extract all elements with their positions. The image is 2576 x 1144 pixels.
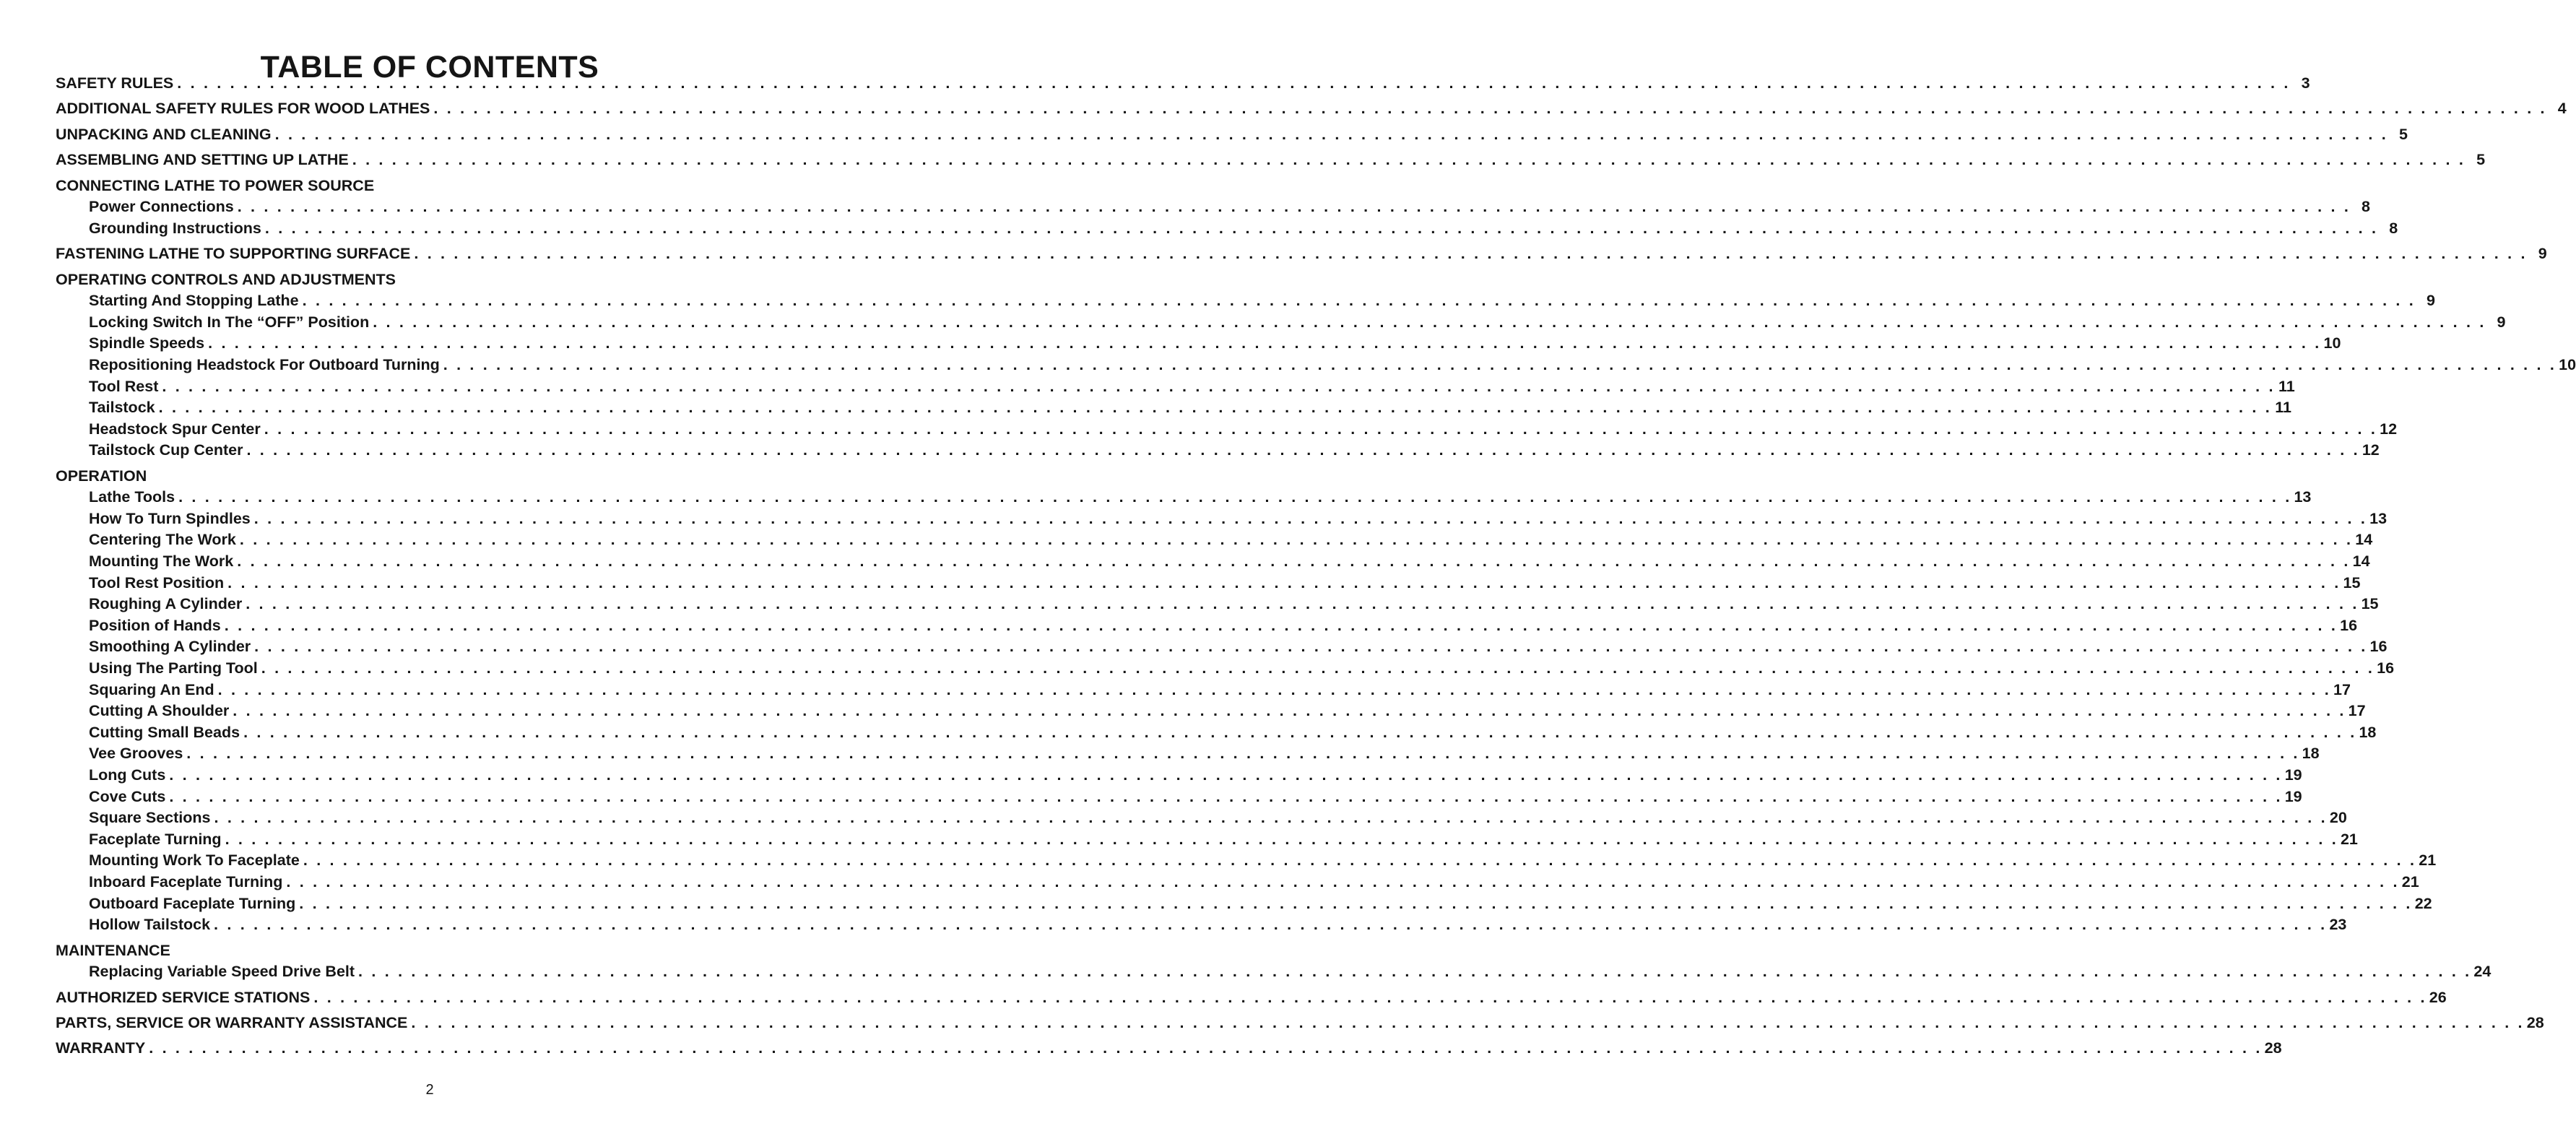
toc-entry-title: CONNECTING LATHE TO POWER SOURCE [56,176,375,194]
toc-page-number: 3 [2301,74,2310,92]
dot-leader: . . . . . . . . . . . . . . . . . . . . . . . . . . . . . . . . . . . . . . . . . . . . . . . . . . . . . . . . . . . . . . . . . . . . . . . . . . . . . . . . . . . . . . . . . . . . . . . . . . . . . . . . . . . . . . . . . . . . . . . . . . . . . . . . . . . . . . . . . . . . . . . . . . . . . . . . . . . . . . . . [253,509,2368,527]
toc-entry-title: Roughing A Cylinder [89,595,243,613]
dot-leader: . . . . . . . . . . . . . . . . . . . . . . . . . . . . . . . . . . . . . . . . . . . . . . . . . . . . . . . . . . . . . . . . . . . . . . . . . . . . . . . . . . . . . . . . . . . . . . . . . . . . . . . . . . . . . . . . . . . . . . . . . . . . . . . . . . . . . . . . . . . . . . . . . . . . . . . . . . . . . . . . [286,872,2400,890]
toc-entry-title: Headstock Spur Center [89,420,261,438]
toc-subsection[interactable] [56,594,2379,615]
dot-leader: . . . . . . . . . . . . . . . . . . . . . . . . . . . . . . . . . . . . . . . . . . . . . . . . . . . . . . . . . . . . . . . . . . . . . . . . . . . . . . . . . . . . . . . . . . . . . . . . . . . . . . . . . . . . . . . . . . . . . . . . . . . . . . . . . . . . . . . . . . . . . . . . . . . . . . . . . . . . . . . . [313,988,2427,1006]
dot-leader: . . . . . . . . . . . . . . . . . . . . . . . . . . . . . . . . . . . . . . . . . . . . . . . . . . . . . . . . . . . . . . . . . . . . . . . . . . . . . . . . . . . . . . . . . . . . . . . . . . . . . . . . . . . . . . . . . . . . . . . . . . . . . . . . . . . . . . . . . . . . . . . . . . . . . . . . . . . . . . . . [264,420,2378,438]
toc-entry-title: Hollow Tailstock [89,916,211,934]
toc-page-number: 18 [2359,723,2377,741]
toc-subsection[interactable] [56,701,2366,722]
toc-entry-title: Lathe Tools [89,488,175,506]
toc-entry-title: OPERATION [56,467,147,485]
dot-leader: . . . . . . . . . . . . . . . . . . . . . . . . . . . . . . . . . . . . . . . . . . . . . . . . . . . . . . . . . . . . . . . . . . . . . . . . . . . . . . . . . . . . . . . . . . . . . . . . . . . . . . . . . . . . . . . . . . . . . . . . . . . . . . . . . . . . . . . . . . . . . . . . . . . . . . . . . . . . . . . . [433,100,2547,118]
toc-subsection[interactable] [56,786,2302,808]
dot-leader: . . . . . . . . . . . . . . . . . . . . . . . . . . . . . . . . . . . . . . . . . . . . . . . . . . . . . . . . . . . . . . . . . . . . . . . . . . . . . . . . . . . . . . . . . . . . . . . . . . . . . . . . . . . . . . . . . . . . . . . . . . . . . . . . . . . . . . . . . . . . . . . . . . . . . . . . . . . . . . . . [169,766,2283,784]
toc-subsection[interactable] [56,551,2370,573]
toc-page-number: 15 [2343,573,2361,592]
toc-subsection[interactable] [56,440,2380,462]
toc-page-number: 14 [2352,552,2370,571]
dot-leader: . . . . . . . . . . . . . . . . . . . . . . . . . . . . . . . . . . . . . . . . . . . . . . . . . . . . . . . . . . . . . . . . . . . . . . . . . . . . . . . . . . . . . . . . . . . . . . . . . . . . . . . . . . . . . . . . . . . . . . . . . . . . . . . . . . . . . . . . . . . . . . . . . . . . . . . . . . . . . . . . [158,399,2272,417]
dot-leader: . . . . . . . . . . . . . . . . . . . . . . . . . . . . . . . . . . . . . . . . . . . . . . . . . . . . . . . . . . . . . . . . . . . . . . . . . . . . . . . . . . . . . . . . . . . . . . . . . . . . . . . . . . . . . . . . . . . . . . . . . . . . . . . . . . . . . . . . . . . . . . . . . . . . . . . . . . . . . . . . [243,723,2357,741]
toc-section[interactable] [56,466,805,488]
toc-subsection[interactable] [56,508,2388,530]
dot-leader: . . . . . . . . . . . . . . . . . . . . . . . . . . . . . . . . . . . . . . . . . . . . . . . . . . . . . . . . . . . . . . . . . . . . . . . . . . . . . . . . . . . . . . . . . . . . . . . . . . . . . . . . . . . . . . . . . . . . . . . . . . . . . . . . . . . . . . . . . . . . . . . . . . . . . . . . . . . . . . . . [214,916,2328,934]
toc-entry-title: Tool Rest [89,377,159,395]
toc-page-number: 28 [2526,1013,2544,1031]
toc-page-number: 9 [2497,313,2506,331]
dot-leader: . . . . . . . . . . . . . . . . . . . . . . . . . . . . . . . . . . . . . . . . . . . . . . . . . . . . . . . . . . . . . . . . . . . . . . . . . . . . . . . . . . . . . . . . . . . . . . . . . . . . . . . . . . . . . . . . . . . . . . . . . . . . . . . . . . . . . . . . . . . . . . . . . . . . . . . . . . . . . . . . [162,377,2276,395]
toc-section[interactable] [56,940,805,962]
toc-page-number: 9 [2426,292,2435,310]
toc-entry-title: UNPACKING AND CLEANING [56,125,272,143]
toc-subsection[interactable] [56,658,2395,680]
dot-leader: . . . . . . . . . . . . . . . . . . . . . . . . . . . . . . . . . . . . . . . . . . . . . . . . . . . . . . . . . . . . . . . . . . . . . . . . . . . . . . . . . . . . . . . . . . . . . . . . . . . . . . . . . . . . . . . . . . . . . . . . . . . . . . . . . . . . . . . . . . . . . . . . . . . . . . . . . . . . . . . . [264,219,2379,237]
dot-leader: . . . . . . . . . . . . . . . . . . . . . . . . . . . . . . . . . . . . . . . . . . . . . . . . . . . . . . . . . . . . . . . . . . . . . . . . . . . . . . . . . . . . . . . . . . . . . . . . . . . . . . . . . . . . . . . . . . . . . . . . . . . . . . . . . . . . . . . . . . . . . . . . . . . . . . . . . . . . . . . . [169,787,2283,805]
toc-page-number: 28 [2264,1039,2282,1057]
toc-page-number: 20 [2329,809,2347,827]
toc-page-number: 23 [2329,916,2347,934]
toc-entry-title: Replacing Variable Speed Drive Belt [89,963,355,981]
toc-page-number: 9 [2538,245,2547,263]
toc-entry-title: Centering The Work [89,531,236,549]
toc-page-number: 26 [2429,988,2447,1006]
toc-section[interactable] [56,269,805,291]
dot-leader: . . . . . . . . . . . . . . . . . . . . . . . . . . . . . . . . . . . . . . . . . . . . . . . . . . . . . . . . . . . . . . . . . . . . . . . . . . . . . . . . . . . . . . . . . . . . . . . . . . . . . . . . . . . . . . . . . . . . . . . . . . . . . . . . . . . . . . . . . . . . . . . . . . . . . . . . . . . . . . . . [373,313,2486,331]
toc-page-number: 17 [2333,680,2351,698]
toc-subsection[interactable] [56,376,2295,398]
toc-entry-title: Cove Cuts [89,787,166,805]
dot-leader: . . . . . . . . . . . . . . . . . . . . . . . . . . . . . . . . . . . . . . . . . . . . . . . . . . . . . . . . . . . . . . . . . . . . . . . . . . . . . . . . . . . . . . . . . . . . . . . . . . . . . . . . . . . . . . . . . . . . . . . . . . . . . . . . . . . . . . . . . . . . . . . . . . . . . . . . . . . . . . . . [299,894,2413,912]
toc-page-number: 22 [2414,894,2432,912]
toc-subsection[interactable] [56,765,2302,786]
dot-leader: . . . . . . . . . . . . . . . . . . . . . . . . . . . . . . . . . . . . . . . . . . . . . . . . . . . . . . . . . . . . . . . . . . . . . . . . . . . . . . . . . . . . . . . . . . . . . . . . . . . . . . . . . . . . . . . . . . . . . . . . . . . . . . . . . . . . . . . . . . . . . . . . . . . . . . . . . . . . . . . . [246,595,2359,613]
dot-leader: . . . . . . . . . . . . . . . . . . . . . . . . . . . . . . . . . . . . . . . . . . . . . . . . . . . . . . . . . . . . . . . . . . . . . . . . . . . . . . . . . . . . . . . . . . . . . . . . . . . . . . . . . . . . . . . . . . . . . . . . . . . . . . . . . . . . . . . . . . . . . . . . . . . . . . . . . . . . . . . . [227,573,2341,592]
toc-entry-title: Position of Hands [89,616,221,634]
dot-leader: . . . . . . . . . . . . . . . . . . . . . . . . . . . . . . . . . . . . . . . . . . . . . . . . . . . . . . . . . . . . . . . . . . . . . . . . . . . . . . . . . . . . . . . . . . . . . . . . . . . . . . . . . . . . . . . . . . . . . . . . . . . . . . . . . . . . . . . . . . . . . . . . . . . . . . . . . . . . . . . . [358,963,2472,981]
toc-section[interactable] [56,1013,2544,1034]
toc-entry-title: Smoothing A Cylinder [89,638,251,656]
toc-page-number: 12 [2362,441,2380,459]
toc-page-number: 5 [2476,151,2486,169]
toc-subsection[interactable] [56,290,2435,312]
dot-leader: . . . . . . . . . . . . . . . . . . . . . . . . . . . . . . . . . . . . . . . . . . . . . . . . . . . . . . . . . . . . . . . . . . . . . . . . . . . . . . . . . . . . . . . . . . . . . . . . . . . . . . . . . . . . . . . . . . . . . . . . . . . . . . . . . . . . . . . . . . . . . . . . . . . . . . . . . . . . . . . . [414,245,2528,263]
toc-subsection[interactable] [56,872,2419,893]
toc-subsection[interactable] [56,893,2432,915]
toc-entry-title: Using The Parting Tool [89,659,258,677]
toc-entry-title: Mounting Work To Faceplate [89,852,300,870]
dot-leader: . . . . . . . . . . . . . . . . . . . . . . . . . . . . . . . . . . . . . . . . . . . . . . . . . . . . . . . . . . . . . . . . . . . . . . . . . . . . . . . . . . . . . . . . . . . . . . . . . . . . . . . . . . . . . . . . . . . . . . . . . . . . . . . . . . . . . . . . . . . . . . . . . . . . . . . . . . . . . . . . [303,852,2417,870]
toc-section[interactable] [56,987,2447,1009]
toc-entry-title: Tailstock Cup Center [89,441,243,459]
dot-leader: . . . . . . . . . . . . . . . . . . . . . . . . . . . . . . . . . . . . . . . . . . . . . . . . . . . . . . . . . . . . . . . . . . . . . . . . . . . . . . . . . . . . . . . . . . . . . . . . . . . . . . . . . . . . . . . . . . . . . . . . . . . . . . . . . . . . . . . . . . . . . . . . . . . . . . . . . . . . . . . . [411,1013,2525,1031]
toc-entry-title: Long Cuts [89,766,166,784]
toc-entry-title: PARTS, SERVICE OR WARRANTY ASSISTANCE [56,1013,408,1031]
dot-leader: . . . . . . . . . . . . . . . . . . . . . . . . . . . . . . . . . . . . . . . . . . . . . . . . . . . . . . . . . . . . . . . . . . . . . . . . . . . . . . . . . . . . . . . . . . . . . . . . . . . . . . . . . . . . . . . . . . . . . . . . . . . . . . . . . . . . . . . . . . . . . . . . . . . . . . . . . . . . . . . . [352,151,2466,169]
toc-entry-title: Vee Grooves [89,745,183,763]
toc-entry-title: Cutting Small Beads [89,723,240,741]
toc-entry-title: Power Connections [89,198,234,216]
toc-subsection[interactable] [56,680,2351,701]
dot-leader: . . . . . . . . . . . . . . . . . . . . . . . . . . . . . . . . . . . . . . . . . . . . . . . . . . . . . . . . . . . . . . . . . . . . . . . . . . . . . . . . . . . . . . . . . . . . . . . . . . . . . . . . . . . . . . . . . . . . . . . . . . . . . . . . . . . . . . . . . . . . . . . . . . . . . . . . . . . . . . . . [233,702,2346,720]
toc-subsection[interactable] [56,397,2291,419]
toc-page-number: 4 [2557,100,2567,118]
toc-entry-title: Mounting The Work [89,552,234,571]
toc-subsection[interactable] [56,615,2358,637]
toc-page-number: 17 [2348,702,2366,720]
table-of-contents [56,73,2576,1060]
toc-entry-title: ADDITIONAL SAFETY RULES FOR WOOD LATHES [56,100,430,118]
toc-subsection[interactable] [56,573,2361,594]
toc-section[interactable] [56,73,2310,95]
dot-leader: . . . . . . . . . . . . . . . . . . . . . . . . . . . . . . . . . . . . . . . . . . . . . . . . . . . . . . . . . . . . . . . . . . . . . . . . . . . . . . . . . . . . . . . . . . . . . . . . . . . . . . . . . . . . . . . . . . . . . . . . . . . . . . . . . . . . . . . . . . . . . . . . . . . . . . . . . . . . . . . . [208,334,2322,352]
toc-page-number: 16 [2377,659,2395,677]
dot-leader: . . . . . . . . . . . . . . . . . . . . . . . . . . . . . . . . . . . . . . . . . . . . . . . . . . . . . . . . . . . . . . . . . . . . . . . . . . . . . . . . . . . . . . . . . . . . . . . . . . . . . . . . . . . . . . . . . . . . . . . . . . . . . . . . . . . . . . . . . . . . . . . . . . . . . . . . . . . . . . . . [224,616,2338,634]
toc-subsection[interactable] [56,850,2437,872]
toc-page-number: 8 [2362,198,2371,216]
toc-subsection[interactable] [56,722,2377,744]
toc-entry-title: ASSEMBLING AND SETTING UP LATHE [56,151,349,169]
toc-entry-title: OPERATING CONTROLS AND ADJUSTMENTS [56,270,396,288]
toc-subsection[interactable] [56,487,2312,508]
toc-page-number: 12 [2380,420,2398,438]
dot-leader: . . . . . . . . . . . . . . . . . . . . . . . . . . . . . . . . . . . . . . . . . . . . . . . . . . . . . . . . . . . . . . . . . . . . . . . . . . . . . . . . . . . . . . . . . . . . . . . . . . . . . . . . . . . . . . . . . . . . . . . . . . . . . . . . . . . . . . . . . . . . . . . . . . . . . . . . . . . . . . . . [178,488,2292,506]
toc-entry-title: WARRANTY [56,1039,146,1057]
toc-entry-title: Inboard Faceplate Turning [89,872,283,890]
toc-page-number: 21 [2340,830,2358,848]
dot-leader: . . . . . . . . . . . . . . . . . . . . . . . . . . . . . . . . . . . . . . . . . . . . . . . . . . . . . . . . . . . . . . . . . . . . . . . . . . . . . . . . . . . . . . . . . . . . . . . . . . . . . . . . . . . . . . . . . . . . . . . . . . . . . . . . . . . . . . . . . . . . . . . . . . . . . . . . . . . . . . . . [217,680,2331,698]
toc-page-number: 18 [2302,745,2320,763]
dot-leader: . . . . . . . . . . . . . . . . . . . . . . . . . . . . . . . . . . . . . . . . . . . . . . . . . . . . . . . . . . . . . . . . . . . . . . . . . . . . . . . . . . . . . . . . . . . . . . . . . . . . . . . . . . . . . . . . . . . . . . . . . . . . . . . . . . . . . . . . . . . . . . . . . . . . . . . . . . . . . . . . [239,531,2354,549]
dot-leader: . . . . . . . . . . . . . . . . . . . . . . . . . . . . . . . . . . . . . . . . . . . . . . . . . . . . . . . . . . . . . . . . . . . . . . . . . . . . . . . . . . . . . . . . . . . . . . . . . . . . . . . . . . . . . . . . . . . . . . . . . . . . . . . . . . . . . . . . . . . . . . . . . . . . . . . . . . . . . . . . [214,809,2328,827]
toc-subsection[interactable] [56,419,2398,441]
toc-subsection[interactable] [56,529,2373,551]
toc-page-number: 21 [2419,852,2437,870]
toc-entry-title: Grounding Instructions [89,219,261,237]
toc-page-number: 10 [2323,334,2341,352]
dot-leader: . . . . . . . . . . . . . . . . . . . . . . . . . . . . . . . . . . . . . . . . . . . . . . . . . . . . . . . . . . . . . . . . . . . . . . . . . . . . . . . . . . . . . . . . . . . . . . . . . . . . . . . . . . . . . . . . . . . . . . . . . . . . . . . . . . . . . . . . . . . . . . . . . . . . . . . . . . . . . . . . [254,638,2368,656]
toc-entry-title: Locking Switch In The “OFF” Position [89,313,370,331]
toc-page-number: 16 [2340,616,2358,634]
toc-subsection[interactable] [56,807,2347,829]
toc-entry-title: Tool Rest Position [89,573,225,592]
toc-subsection[interactable] [56,914,2347,936]
toc-page-number: 10 [2559,355,2576,373]
toc-subsection[interactable] [56,333,2341,355]
toc-section[interactable] [56,150,2486,171]
toc-section[interactable] [56,243,2547,265]
toc-entry-title: Squaring An End [89,680,214,698]
toc-subsection[interactable] [56,355,2576,376]
toc-page-number: 11 [2278,377,2295,395]
toc-page-number: 15 [2361,595,2379,613]
toc-page-number: 13 [2294,488,2312,506]
toc-entry-title: AUTHORIZED SERVICE STATIONS [56,988,311,1006]
toc-page-number: 19 [2284,787,2302,805]
page-title: TABLE OF CONTENTS [260,49,599,84]
toc-subsection[interactable] [56,961,2492,983]
toc-entry-title: Spindle Speeds [89,334,205,352]
dot-leader: . . . . . . . . . . . . . . . . . . . . . . . . . . . . . . . . . . . . . . . . . . . . . . . . . . . . . . . . . . . . . . . . . . . . . . . . . . . . . . . . . . . . . . . . . . . . . . . . . . . . . . . . . . . . . . . . . . . . . . . . . . . . . . . . . . . . . . . . . . . . . . . . . . . . . . . . . . . . . . . . [177,74,2291,92]
toc-subsection[interactable] [56,312,2506,334]
toc-entry-title: Tailstock [89,399,155,417]
dot-leader: . . . . . . . . . . . . . . . . . . . . . . . . . . . . . . . . . . . . . . . . . . . . . . . . . . . . . . . . . . . . . . . . . . . . . . . . . . . . . . . . . . . . . . . . . . . . . . . . . . . . . . . . . . . . . . . . . . . . . . . . . . . . . . . . . . . . . . . . . . . . . . . . . . . . . . . . . . . . . . . . [274,125,2388,143]
toc-page-number: 11 [2275,399,2291,417]
toc-entry-title: MAINTENANCE [56,941,170,959]
toc-entry-title: Outboard Faceplate Turning [89,894,296,912]
toc-subsection[interactable] [56,636,2388,658]
dot-leader: . . . . . . . . . . . . . . . . . . . . . . . . . . . . . . . . . . . . . . . . . . . . . . . . . . . . . . . . . . . . . . . . . . . . . . . . . . . . . . . . . . . . . . . . . . . . . . . . . . . . . . . . . . . . . . . . . . . . . . . . . . . . . . . . . . . . . . . . . . . . . . . . . . . . . . . . . . . . . . . . [186,745,2300,763]
toc-entry-title: How To Turn Spindles [89,509,251,527]
toc-subsection[interactable] [56,829,2358,851]
toc-page-number: 13 [2369,509,2388,527]
toc-subsection[interactable] [56,218,2398,240]
toc-entry-title: Faceplate Turning [89,830,222,848]
toc-section[interactable] [56,1038,2282,1060]
toc-page-number: 14 [2355,531,2373,549]
toc-page-number: 21 [2401,872,2419,890]
toc-entry-title: SAFETY RULES [56,74,174,92]
toc-entry-title: Starting And Stopping Lathe [89,292,299,310]
toc-entry-title: FASTENING LATHE TO SUPPORTING SURFACE [56,245,411,263]
dot-leader: . . . . . . . . . . . . . . . . . . . . . . . . . . . . . . . . . . . . . . . . . . . . . . . . . . . . . . . . . . . . . . . . . . . . . . . . . . . . . . . . . . . . . . . . . . . . . . . . . . . . . . . . . . . . . . . . . . . . . . . . . . . . . . . . . . . . . . . . . . . . . . . . . . . . . . . . . . . . . . . . [246,441,2360,459]
toc-entry-title: Cutting A Shoulder [89,702,230,720]
dot-leader: . . . . . . . . . . . . . . . . . . . . . . . . . . . . . . . . . . . . . . . . . . . . . . . . . . . . . . . . . . . . . . . . . . . . . . . . . . . . . . . . . . . . . . . . . . . . . . . . . . . . . . . . . . . . . . . . . . . . . . . . . . . . . . . . . . . . . . . . . . . . . . . . . . . . . . . . . . . . . . . . [149,1039,2263,1057]
toc-page-number: 8 [2389,219,2398,237]
dot-leader: . . . . . . . . . . . . . . . . . . . . . . . . . . . . . . . . . . . . . . . . . . . . . . . . . . . . . . . . . . . . . . . . . . . . . . . . . . . . . . . . . . . . . . . . . . . . . . . . . . . . . . . . . . . . . . . . . . . . . . . . . . . . . . . . . . . . . . . . . . . . . . . . . . . . . . . . . . . . . . . . [443,355,2557,373]
toc-page-number: 19 [2284,766,2302,784]
page-number: 2 [425,1082,434,1098]
toc-section[interactable] [56,98,2567,120]
dot-leader: . . . . . . . . . . . . . . . . . . . . . . . . . . . . . . . . . . . . . . . . . . . . . . . . . . . . . . . . . . . . . . . . . . . . . . . . . . . . . . . . . . . . . . . . . . . . . . . . . . . . . . . . . . . . . . . . . . . . . . . . . . . . . . . . . . . . . . . . . . . . . . . . . . . . . . . . . . . . . . . . [261,659,2375,677]
toc-page-number: 24 [2473,963,2492,981]
toc-page-number: 5 [2398,125,2408,143]
toc-entry-title: Square Sections [89,809,211,827]
dot-leader: . . . . . . . . . . . . . . . . . . . . . . . . . . . . . . . . . . . . . . . . . . . . . . . . . . . . . . . . . . . . . . . . . . . . . . . . . . . . . . . . . . . . . . . . . . . . . . . . . . . . . . . . . . . . . . . . . . . . . . . . . . . . . . . . . . . . . . . . . . . . . . . . . . . . . . . . . . . . . . . . [225,830,2338,848]
toc-subsection[interactable] [56,743,2320,765]
dot-leader: . . . . . . . . . . . . . . . . . . . . . . . . . . . . . . . . . . . . . . . . . . . . . . . . . . . . . . . . . . . . . . . . . . . . . . . . . . . . . . . . . . . . . . . . . . . . . . . . . . . . . . . . . . . . . . . . . . . . . . . . . . . . . . . . . . . . . . . . . . . . . . . . . . . . . . . . . . . . . . . . [302,292,2416,310]
toc-entry-title: Repositioning Headstock For Outboard Turning [89,355,440,373]
toc-page-number: 16 [2369,638,2388,656]
dot-leader: . . . . . . . . . . . . . . . . . . . . . . . . . . . . . . . . . . . . . . . . . . . . . . . . . . . . . . . . . . . . . . . . . . . . . . . . . . . . . . . . . . . . . . . . . . . . . . . . . . . . . . . . . . . . . . . . . . . . . . . . . . . . . . . . . . . . . . . . . . . . . . . . . . . . . . . . . . . . . . . . [237,198,2351,216]
toc-section[interactable] [56,176,805,197]
toc-section[interactable] [56,124,2408,146]
toc-subsection[interactable] [56,196,2371,218]
dot-leader: . . . . . . . . . . . . . . . . . . . . . . . . . . . . . . . . . . . . . . . . . . . . . . . . . . . . . . . . . . . . . . . . . . . . . . . . . . . . . . . . . . . . . . . . . . . . . . . . . . . . . . . . . . . . . . . . . . . . . . . . . . . . . . . . . . . . . . . . . . . . . . . . . . . . . . . . . . . . . . . . [237,552,2351,571]
